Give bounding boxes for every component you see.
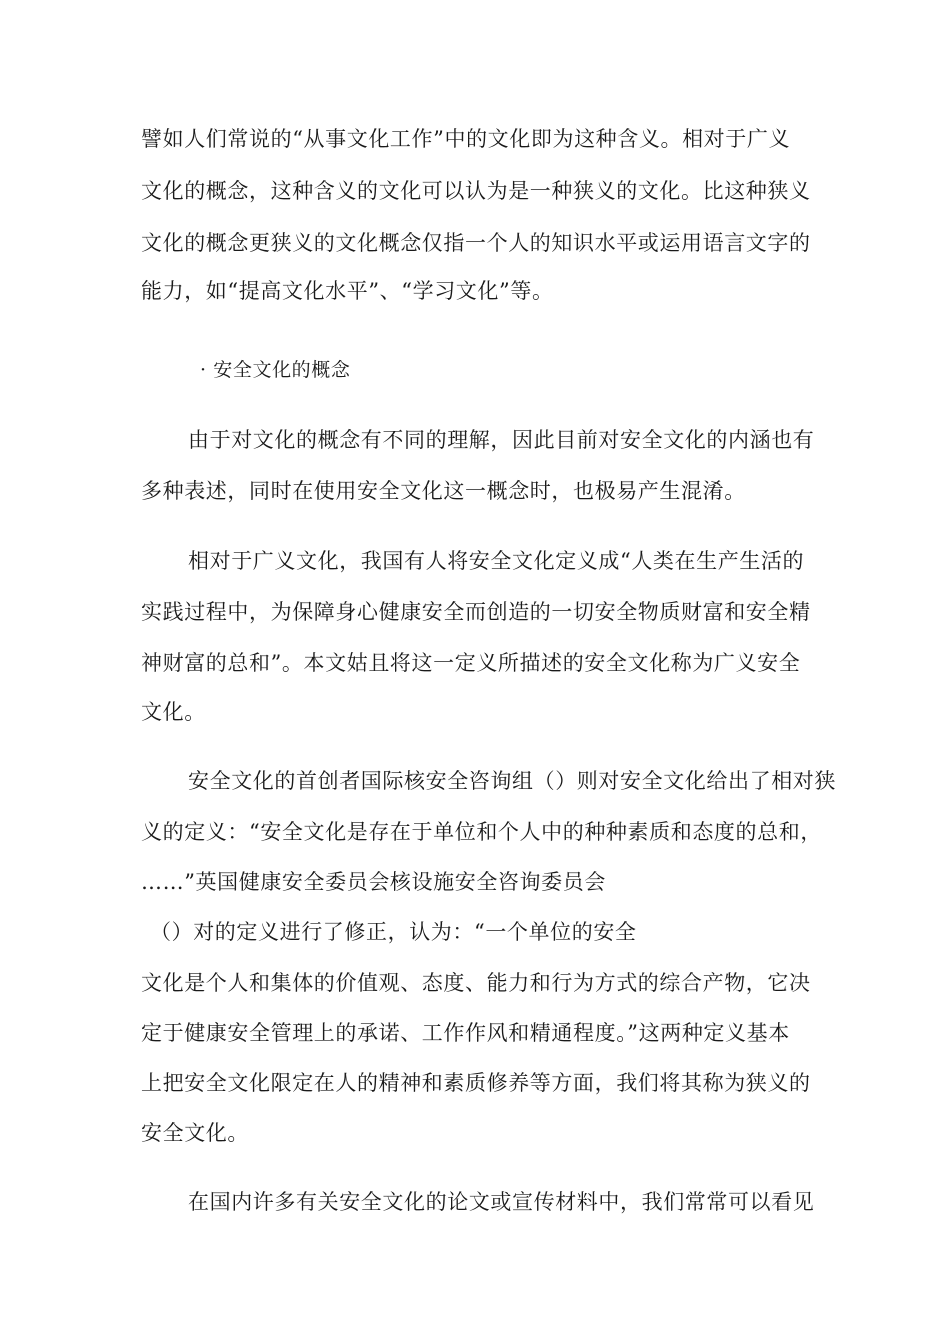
paragraph-1-line-2: 文化的概念，这种含义的文化可以认为是一种狭义的文化。比这种狭义: [141, 179, 811, 203]
section-heading: · 安全文化的概念: [200, 359, 351, 381]
paragraph-1-line-1: 譬如人们常说的“从事文化工作”中的文化即为这种含义。相对于广义: [141, 127, 791, 151]
paragraph-2-line-1: 由于对文化的概念有不同的理解，因此目前对安全文化的内涵也有: [188, 428, 815, 452]
paragraph-5-line-1: 在国内许多有关安全文化的论文或宣传材料中，我们常常可以看见: [188, 1190, 815, 1214]
paragraph-3-line-4: 文化。: [141, 700, 206, 724]
paragraph-4-line-5: 文化是个人和集体的价值观、态度、能力和行为方式的综合产物，它决: [141, 971, 811, 995]
paragraph-1-line-4: 能力，如“提高文化水平”、“学习文化”等。: [141, 279, 554, 303]
paragraph-3-line-3: 神财富的总和”。本文姑且将这一定义所描述的安全文化称为广义安全: [141, 651, 801, 675]
paragraph-1-line-3: 文化的概念更狭义的文化概念仅指一个人的知识水平或运用语言文字的: [141, 231, 811, 255]
paragraph-4-line-1: 安全文化的首创者国际核安全咨询组（）则对安全文化给出了相对狭: [188, 769, 836, 793]
paragraph-4-line-6: 定于健康安全管理上的承诺、工作作风和精通程度。”这两种定义基本: [141, 1021, 790, 1045]
paragraph-4-line-4: （）对的定义进行了修正，认为：“一个单位的安全: [150, 920, 637, 944]
paragraph-4-line-8: 安全文化。: [141, 1121, 249, 1145]
paragraph-4-line-2: 义的定义：“安全文化是存在于单位和个人中的种种素质和态度的总和，: [141, 820, 822, 844]
paragraph-3-line-2: 实践过程中，为保障身心健康安全而创造的一切安全物质财富和安全精: [141, 600, 811, 624]
paragraph-4-line-3: ……”英国健康安全委员会核设施安全咨询委员会: [141, 870, 606, 894]
paragraph-4-line-7: 上把安全文化限定在人的精神和素质修养等方面，我们将其称为狭义的: [141, 1071, 811, 1095]
paragraph-3-line-1: 相对于广义文化，我国有人将安全文化定义成“人类在生产生活的: [188, 549, 805, 573]
paragraph-2-line-2: 多种表述，同时在使用安全文化这一概念时，也极易产生混淆。: [141, 479, 746, 503]
